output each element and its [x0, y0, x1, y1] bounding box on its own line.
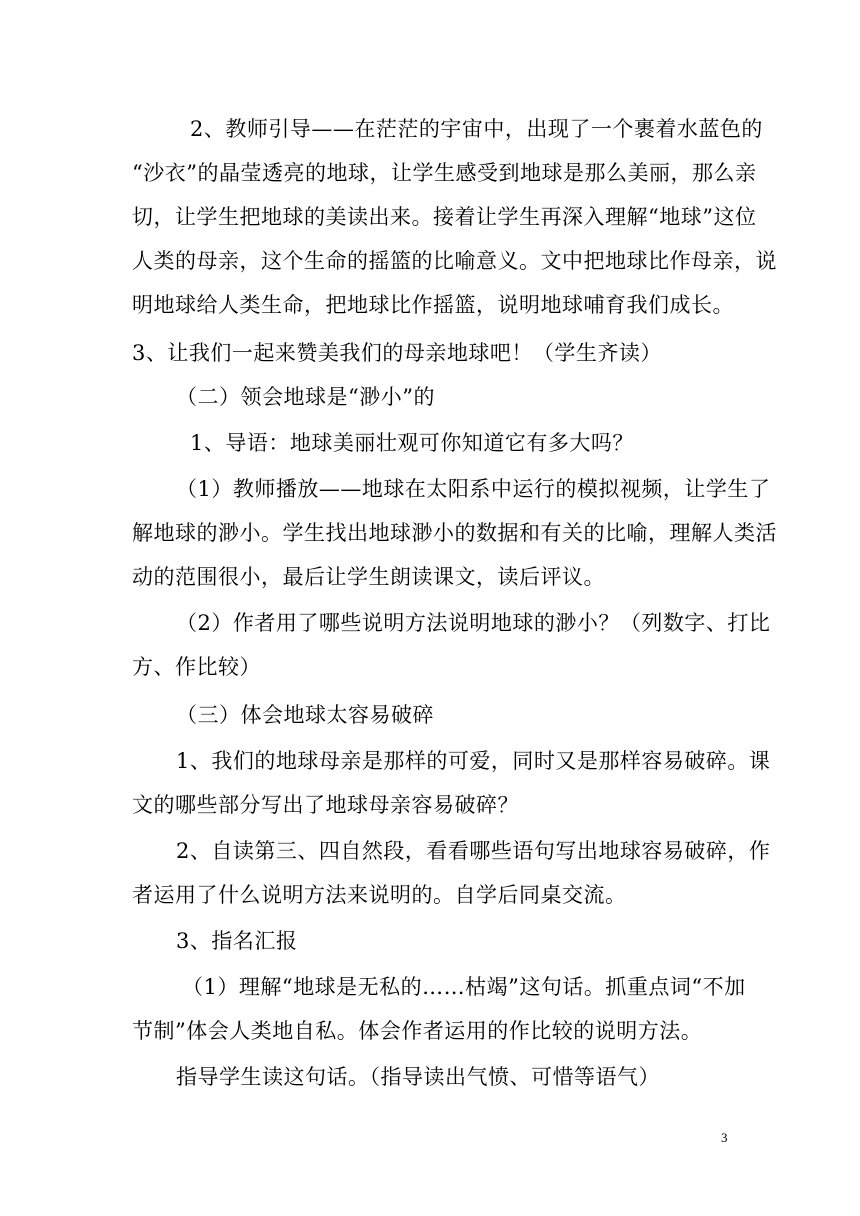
text-line: （1）理解“地球是无私的……枯竭”这句话。抓重点词“不加 [182, 975, 746, 999]
text-line: 2、自读第三、四自然段，看看哪些语句写出地球容易破碎，作 [176, 839, 771, 863]
text-line: 3、让我们一起来赞美我们的母亲地球吧！（学生齐读） [132, 341, 662, 365]
text-line: 2、教师引导——在茫茫的宇宙中，出现了一个裹着水蓝色的 [190, 117, 763, 141]
text-line: 动的范围很小，最后让学生朗读课文，读后评议。 [132, 565, 605, 589]
text-line: 解地球的渺小。学生找出地球渺小的数据和有关的比喻，理解人类活 [132, 521, 777, 545]
text-line: 切，让学生把地球的美读出来。接着让学生再深入理解“地球”这位 [132, 205, 757, 229]
text-line: 3、指名汇报 [176, 929, 298, 953]
text-line: “沙衣”的晶莹透亮的地球，让学生感受到地球是那么美丽，那么亲 [132, 161, 757, 185]
text-line: 人类的母亲，这个生命的摇篮的比喻意义。文中把地球比作母亲，说 [132, 249, 777, 273]
text-line: （1）教师播放——地球在太阳系中运行的模拟视频，让学生了 [176, 477, 771, 501]
section-heading: （三）体会地球太容易破碎 [176, 703, 434, 727]
text-line: 1、我们的地球母亲是那样的可爱，同时又是那样容易破碎。课 [176, 749, 771, 773]
text-line: 节制”体会人类地自私。体会作者运用的作比较的说明方法。 [132, 1019, 703, 1043]
text-line: 明地球给人类生命，把地球比作摇篮，说明地球哺育我们成长。 [132, 293, 734, 317]
text-line: 者运用了什么说明方法来说明的。自学后同桌交流。 [132, 883, 627, 907]
page-number: 3 [721, 1130, 728, 1145]
text-line: 指导学生读这句话。（指导读出气愤、可惜等语气） [176, 1065, 660, 1089]
section-heading: （二）领会地球是“渺小”的 [176, 385, 435, 409]
text-line: 方、作比较） [132, 655, 261, 679]
text-line: 文的哪些部分写出了地球母亲容易破碎？ [132, 793, 519, 817]
text-line: 1、导语：地球美丽壮观可你知道它有多大吗？ [190, 431, 634, 455]
text-line: （2）作者用了哪些说明方法说明地球的渺小？（列数字、打比 [176, 611, 771, 635]
